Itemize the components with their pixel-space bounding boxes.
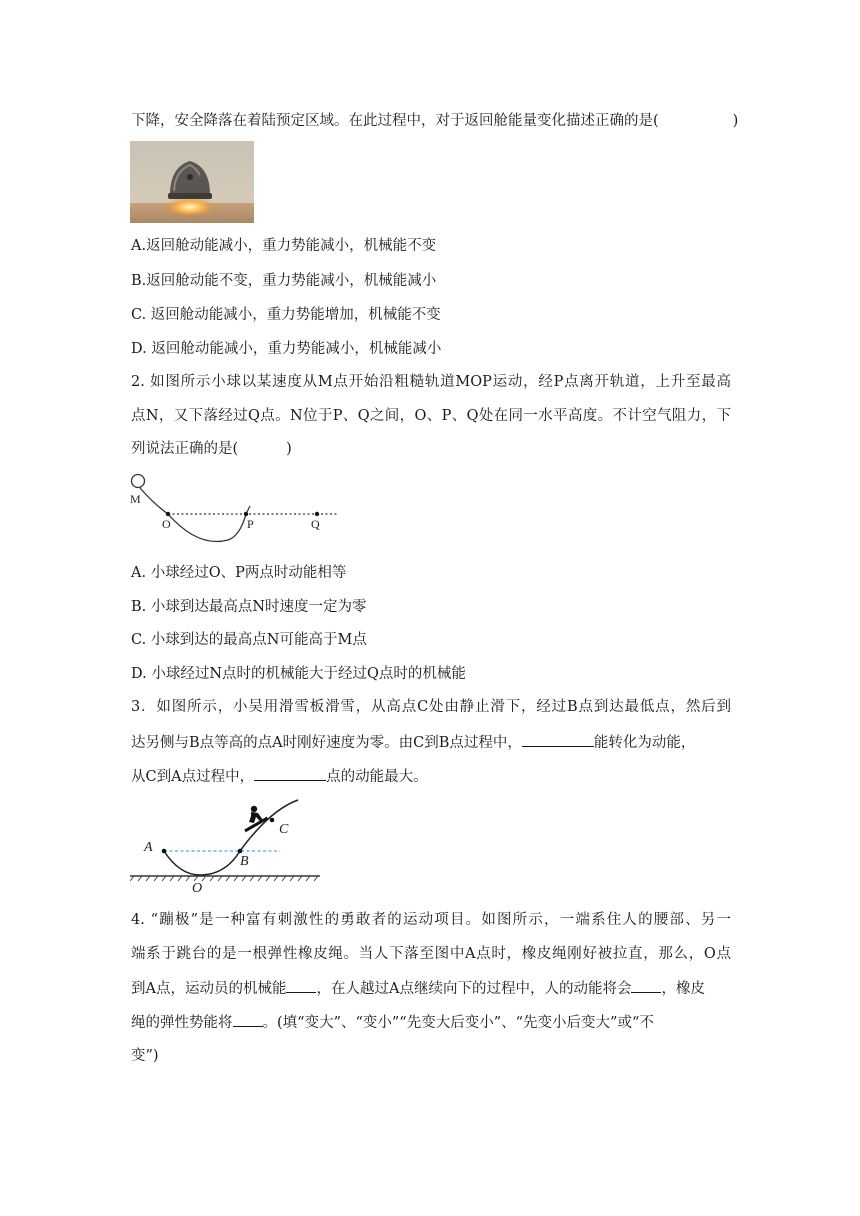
ski-slope-diagram xyxy=(130,798,322,894)
label-p: P xyxy=(247,517,254,531)
q2-option-c: C. 小球到达的最高点N可能高于M点 xyxy=(131,632,367,648)
q3-stem-line2 xyxy=(131,732,731,753)
q1-option-a: A.返回舱动能减小，重力势能减小，机械能不变 xyxy=(131,238,437,254)
q4-stem-line4 xyxy=(131,1012,731,1033)
q4-line4-text-b: 。(填“变大”、“变小”“先变大后变小”、“先变小后变大”或“不 xyxy=(262,1015,654,1031)
q1-close-paren: ) xyxy=(732,113,739,129)
q4-line3-text-b: ，在人越过A点继续向下的过程中，人的动能将会 xyxy=(316,981,632,997)
q3-answer-blank-2[interactable] xyxy=(254,766,326,781)
q2-stem-line3 xyxy=(131,439,731,459)
q2-stem-line1: 2. 如图所示小球以某速度从M点开始沿粗糙轨道MOP运动，经P点离开轨道，上升至最高 xyxy=(131,374,731,390)
label-b: B xyxy=(240,854,249,869)
label-m: M xyxy=(130,492,141,506)
q4-stem-line2: 端系于跳台的是一根弹性橡皮绳。当人下落至图中A点时，橡皮绳刚好被拉直，那么，O点 xyxy=(131,946,731,962)
q3-stem-line3 xyxy=(131,766,731,787)
q2-option-b: B. 小球到达最高点N时速度一定为零 xyxy=(131,599,367,615)
q4-answer-blank-1[interactable] xyxy=(286,978,316,993)
q3-line3-text-b: 点的动能最大。 xyxy=(326,769,428,785)
q4-stem-line5: 变”) xyxy=(131,1048,159,1064)
q3-answer-blank-1[interactable] xyxy=(522,732,594,747)
q2-option-a: A. 小球经过O、P两点时动能相等 xyxy=(131,565,347,581)
q2-stem-line3-text: 列说法正确的是( xyxy=(131,441,239,457)
skier-icon xyxy=(244,806,268,832)
q3-line3-text-a: 从C到A点过程中， xyxy=(131,769,255,785)
q1-option-d: D. 返回舱动能减小，重力势能减小，机械能减小 xyxy=(131,341,442,357)
label-a: A xyxy=(144,840,153,855)
track-curve xyxy=(140,488,246,542)
q2-option-d: D. 小球经过N点时的机械能大于经过Q点时的机械能 xyxy=(131,666,466,682)
q4-line3-text-a: 到A点，运动员的机械能 xyxy=(131,981,287,997)
track-diagram xyxy=(128,470,343,546)
return-capsule-photo xyxy=(130,141,254,223)
q3-line2-text-a: 达另侧与B点等高的点A时刚好速度为零。由C到B点过程中， xyxy=(131,735,522,751)
q1-stem-text: 下降，安全降落在着陆预定区域。在此过程中，对于返回舱能量变化描述正确的是( xyxy=(131,113,659,129)
q3-stem-line1: 3．如图所示，小吴用滑雪板滑雪，从高点C处由静止滑下，经过B点到达最低点，然后到 xyxy=(131,699,731,715)
label-o: O xyxy=(162,517,171,531)
q3-line2-text-b: 能转化为动能， xyxy=(593,735,696,751)
q1-option-c: C. 返回舱动能减小，重力势能增加，机械能不变 xyxy=(131,307,441,323)
q1-option-b: B.返回舱动能不变，重力势能减小，机械能减小 xyxy=(131,273,437,289)
q4-answer-blank-2[interactable] xyxy=(631,978,661,993)
q4-answer-blank-3[interactable] xyxy=(233,1012,263,1027)
label-o: O xyxy=(192,881,203,894)
slope-curve xyxy=(164,800,298,875)
q1-stem xyxy=(131,111,739,131)
q4-stem-line1: 4. “蹦极”是一种富有刺激性的勇敢者的运动项目。如图所示，一端系住人的腰部、另一 xyxy=(131,912,731,928)
q4-line4-text-a: 绳的弹性势能将 xyxy=(131,1015,233,1031)
label-q: Q xyxy=(311,517,320,531)
ball-icon xyxy=(132,475,145,488)
q2-stem-line2: 点N，又下落经过Q点。N位于P、Q之间，O、P、Q处在同一水平高度。不计空气阻力，下 xyxy=(131,408,731,424)
q4-stem-line3 xyxy=(131,978,731,999)
q2-close-paren: ) xyxy=(286,441,292,457)
label-c: C xyxy=(279,822,289,837)
q4-line3-text-c: ，橡皮 xyxy=(661,981,705,997)
